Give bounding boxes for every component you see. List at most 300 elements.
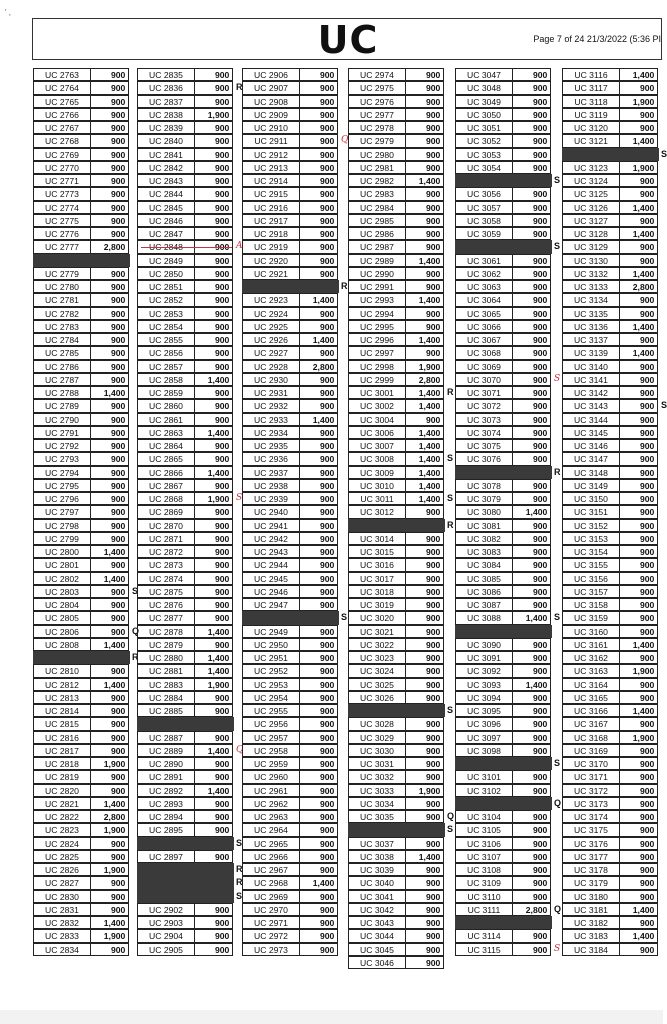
amount-cell: 900 [512,837,551,850]
uc-code-cell: UC 3076 [455,452,513,465]
uc-code-cell: UC 3053 [455,148,513,161]
status-flag: R [236,82,243,93]
uc-code-cell: UC 2918 [242,227,300,240]
amount-cell: 900 [194,545,233,558]
uc-code-cell: UC 2773 [33,187,91,200]
amount-cell: 900 [512,452,551,465]
uc-code-cell: UC 2838 [137,108,195,121]
uc-code-cell: UC 3037 [348,837,406,850]
uc-code-cell: UC 2933 [242,413,300,426]
amount-cell: 1,400 [512,678,551,691]
uc-code-cell: UC 2779 [33,267,91,280]
amount-cell: 900 [90,108,129,121]
amount-cell: 900 [512,929,551,942]
redacted-row [242,611,339,624]
uc-code-cell: UC 3107 [455,850,513,863]
uc-code-cell: UC 3170 [562,757,620,770]
redacted-row [137,890,234,903]
amount-cell: 900 [405,240,444,253]
amount-cell: 900 [405,956,444,969]
uc-code-cell: UC 2912 [242,148,300,161]
amount-cell: 900 [299,823,338,836]
uc-code-cell: UC 2853 [137,307,195,320]
amount-cell: 900 [299,837,338,850]
uc-code-cell: UC 3093 [455,678,513,691]
amount-cell: 900 [405,346,444,359]
amount-cell: 900 [90,850,129,863]
uc-code-cell: UC 2852 [137,293,195,306]
amount-cell: 1,400 [194,373,233,386]
amount-cell: 900 [299,479,338,492]
redacted-row [455,916,552,929]
redacted-row [562,148,659,161]
uc-code-cell: UC 3139 [562,346,620,359]
uc-code-cell: UC 2844 [137,187,195,200]
amount-cell: 1,400 [90,916,129,929]
amount-cell: 1,900 [90,929,129,942]
amount-cell: 1,900 [619,731,658,744]
uc-code-cell: UC 2927 [242,346,300,359]
amount-cell: 900 [90,293,129,306]
amount-cell: 1,400 [405,426,444,439]
uc-code-cell: UC 2977 [348,108,406,121]
amount-cell: 900 [512,267,551,280]
uc-code-cell: UC 2936 [242,452,300,465]
amount-cell: 1,400 [619,346,658,359]
uc-code-cell: UC 3098 [455,744,513,757]
uc-code-cell: UC 2954 [242,691,300,704]
status-flag: Q [554,797,562,808]
uc-code-cell: UC 3164 [562,678,620,691]
amount-cell: 900 [512,227,551,240]
uc-code-cell: UC 2938 [242,479,300,492]
amount-cell: 900 [619,479,658,492]
amount-cell: 900 [405,413,444,426]
uc-code-cell: UC 2782 [33,307,91,320]
amount-cell: 900 [90,664,129,677]
uc-code-cell: UC 2849 [137,254,195,267]
uc-code-cell: UC 2793 [33,452,91,465]
uc-code-cell: UC 2887 [137,731,195,744]
amount-cell: 900 [90,876,129,889]
uc-code-cell: UC 3117 [562,81,620,94]
uc-code-cell: UC 2910 [242,121,300,134]
uc-code-cell: UC 3127 [562,214,620,227]
amount-cell: 900 [299,108,338,121]
uc-code-cell: UC 2921 [242,267,300,280]
redacted-row [455,466,552,479]
uc-code-cell: UC 3182 [562,916,620,929]
amount-cell: 900 [194,201,233,214]
uc-code-cell: UC 3124 [562,174,620,187]
amount-cell: 900 [619,254,658,267]
uc-code-cell: UC 2913 [242,161,300,174]
status-flag: S [554,758,561,768]
amount-cell: 1,900 [405,784,444,797]
uc-code-cell: UC 3141 [562,373,620,386]
uc-code-cell: UC 3052 [455,134,513,147]
amount-cell: 900 [299,943,338,956]
amount-cell: 1,400 [512,611,551,624]
uc-code-cell: UC 2872 [137,545,195,558]
amount-cell: 1,400 [619,227,658,240]
uc-code-cell: UC 3115 [455,943,513,956]
uc-code-cell: UC 2892 [137,784,195,797]
uc-code-cell: UC 2946 [242,585,300,598]
uc-code-cell: UC 3167 [562,717,620,730]
uc-code-cell: UC 3160 [562,625,620,638]
amount-cell: 900 [512,280,551,293]
uc-code-cell: UC 2835 [137,68,195,81]
amount-cell: 900 [194,307,233,320]
uc-code-cell: UC 3145 [562,426,620,439]
uc-code-cell: UC 3031 [348,757,406,770]
uc-code-cell: UC 2952 [242,664,300,677]
amount-cell: 900 [90,134,129,147]
amount-cell: 1,400 [405,452,444,465]
uc-code-cell: UC 2827 [33,876,91,889]
uc-code-cell: UC 3074 [455,426,513,439]
uc-code-cell: UC 2881 [137,664,195,677]
uc-code-cell: UC 3106 [455,837,513,850]
amount-cell: 900 [405,68,444,81]
amount-cell: 900 [405,757,444,770]
uc-code-cell: UC 3181 [562,903,620,916]
uc-code-cell: UC 2768 [33,134,91,147]
amount-cell: 900 [299,201,338,214]
uc-code-cell: UC 2880 [137,651,195,664]
amount-cell: 900 [90,744,129,757]
amount-cell: 900 [299,678,338,691]
amount-cell: 900 [619,625,658,638]
uc-code-cell: UC 2915 [242,187,300,200]
amount-cell: 1,400 [405,386,444,399]
uc-code-cell: UC 3071 [455,386,513,399]
amount-cell: 900 [512,717,551,730]
amount-cell: 900 [90,346,129,359]
amount-cell: 900 [512,293,551,306]
status-flag: S [236,493,243,503]
amount-cell: 900 [194,757,233,770]
uc-code-cell: UC 3030 [348,744,406,757]
amount-cell: 900 [512,532,551,545]
amount-cell: 900 [512,863,551,876]
uc-code-cell: UC 3140 [562,360,620,373]
amount-cell: 900 [619,717,658,730]
amount-cell: 900 [90,399,129,412]
uc-code-cell: UC 3143 [562,399,620,412]
amount-cell: 900 [299,863,338,876]
amount-cell: 900 [194,187,233,200]
amount-cell: 900 [619,466,658,479]
amount-cell: 900 [194,161,233,174]
amount-cell: 900 [90,413,129,426]
amount-cell: 900 [90,187,129,200]
amount-cell: 900 [90,307,129,320]
amount-cell: 900 [194,850,233,863]
amount-cell: 1,900 [194,108,233,121]
uc-code-cell: UC 2960 [242,770,300,783]
uc-code-cell: UC 2917 [242,214,300,227]
uc-code-cell: UC 3129 [562,240,620,253]
amount-cell: 900 [619,691,658,704]
amount-cell: 900 [512,770,551,783]
uc-code-cell: UC 2955 [242,704,300,717]
amount-cell: 900 [512,386,551,399]
amount-cell: 900 [90,704,129,717]
amount-cell: 900 [194,797,233,810]
amount-cell: 900 [299,492,338,505]
uc-code-cell: UC 3184 [562,943,620,956]
amount-cell: 900 [299,558,338,571]
amount-cell: 900 [619,426,658,439]
amount-cell: 900 [405,638,444,651]
uc-code-cell: UC 2804 [33,598,91,611]
amount-cell: 900 [299,916,338,929]
amount-cell: 900 [194,505,233,518]
amount-cell: 1,900 [405,360,444,373]
uc-code-cell: UC 3087 [455,598,513,611]
uc-code-cell: UC 2920 [242,254,300,267]
uc-code-cell: UC 2822 [33,810,91,823]
redacted-row [455,174,552,187]
uc-code-cell: UC 3002 [348,399,406,412]
uc-code-cell: UC 2964 [242,823,300,836]
uc-code-cell: UC 2780 [33,280,91,293]
uc-code-cell: UC 3041 [348,890,406,903]
uc-code-cell: UC 2889 [137,744,195,757]
uc-code-cell: UC 2990 [348,267,406,280]
amount-cell: 900 [90,611,129,624]
amount-cell: 900 [194,638,233,651]
status-flag: S [554,241,561,252]
uc-code-cell: UC 2963 [242,810,300,823]
status-flag: Q [132,625,140,636]
uc-code-cell: UC 2867 [137,479,195,492]
uc-code-cell: UC 3114 [455,929,513,942]
amount-cell: 900 [194,439,233,452]
uc-code-cell: UC 2787 [33,373,91,386]
amount-cell: 900 [512,121,551,134]
amount-cell: 900 [299,254,338,267]
uc-code-cell: UC 2932 [242,399,300,412]
status-flag: S [661,400,667,411]
amount-cell: 900 [405,810,444,823]
uc-code-cell: UC 3017 [348,572,406,585]
uc-code-cell: UC 2873 [137,558,195,571]
amount-cell: 1,400 [405,439,444,452]
uc-code-cell: UC 3177 [562,850,620,863]
uc-code-cell: UC 3068 [455,346,513,359]
amount-cell: 900 [619,757,658,770]
amount-cell: 900 [299,148,338,161]
amount-cell: 900 [90,280,129,293]
uc-code-cell: UC 2958 [242,744,300,757]
amount-cell: 1,400 [194,651,233,664]
amount-cell: 900 [90,81,129,94]
uc-code-cell: UC 2914 [242,174,300,187]
status-flag: R [132,652,139,662]
uc-code-cell: UC 2989 [348,254,406,267]
amount-cell: 900 [405,890,444,903]
uc-code-cell: UC 2993 [348,293,406,306]
amount-cell: 900 [90,717,129,730]
amount-cell: 900 [619,744,658,757]
uc-code-cell: UC 3064 [455,293,513,306]
amount-cell: 900 [512,333,551,346]
amount-cell: 1,900 [90,757,129,770]
uc-code-cell: UC 3118 [562,95,620,108]
amount-cell: 900 [194,81,233,94]
uc-code-cell: UC 2876 [137,598,195,611]
uc-code-cell: UC 2925 [242,320,300,333]
uc-code-cell: UC 3069 [455,360,513,373]
amount-cell: 900 [90,625,129,638]
uc-code-cell: UC 3051 [455,121,513,134]
amount-cell: 1,400 [405,479,444,492]
uc-code-cell: UC 2950 [242,638,300,651]
amount-cell: 900 [619,240,658,253]
uc-code-cell: UC 2842 [137,161,195,174]
uc-code-cell: UC 3082 [455,532,513,545]
amount-cell: 900 [90,68,129,81]
uc-code-cell: UC 3070 [455,373,513,386]
uc-code-cell: UC 2996 [348,333,406,346]
uc-code-cell: UC 3056 [455,187,513,200]
uc-code-cell: UC 2769 [33,148,91,161]
amount-cell: 900 [405,691,444,704]
uc-code-cell: UC 2797 [33,505,91,518]
uc-code-cell: UC 2949 [242,625,300,638]
uc-code-cell: UC 2987 [348,240,406,253]
amount-cell: 900 [405,161,444,174]
status-flag: S [236,890,243,901]
uc-code-cell: UC 2874 [137,572,195,585]
uc-code-cell: UC 2810 [33,664,91,677]
uc-code-cell: UC 3057 [455,201,513,214]
uc-code-cell: UC 2883 [137,678,195,691]
uc-code-cell: UC 3045 [348,943,406,956]
uc-code-cell: UC 3132 [562,267,620,280]
uc-code-cell: UC 3046 [348,956,406,969]
uc-code-cell: UC 2974 [348,68,406,81]
amount-cell: 1,900 [619,664,658,677]
amount-cell: 900 [405,731,444,744]
uc-code-cell: UC 2847 [137,227,195,240]
uc-code-cell: UC 2961 [242,784,300,797]
uc-code-cell: UC 2864 [137,439,195,452]
uc-code-cell: UC 2831 [33,903,91,916]
status-flag: Q [236,744,244,755]
amount-cell: 900 [512,439,551,452]
uc-code-cell: UC 3110 [455,890,513,903]
status-flag: Q [554,903,562,914]
amount-cell: 900 [405,532,444,545]
amount-cell: 1,900 [90,863,129,876]
amount-cell: 900 [299,850,338,863]
uc-code-cell: UC 3169 [562,744,620,757]
amount-cell: 900 [512,134,551,147]
amount-cell: 900 [299,386,338,399]
uc-code-cell: UC 3174 [562,810,620,823]
amount-cell: 900 [299,267,338,280]
uc-code-cell: UC 2859 [137,386,195,399]
redacted-row [242,280,339,293]
uc-code-cell: UC 2775 [33,214,91,227]
uc-code-cell: UC 2935 [242,439,300,452]
uc-code-cell: UC 3109 [455,876,513,889]
uc-code-cell: UC 2903 [137,916,195,929]
amount-cell: 900 [194,929,233,942]
amount-cell: 900 [405,651,444,664]
amount-cell: 900 [299,757,338,770]
uc-code-cell: UC 2865 [137,452,195,465]
uc-code-cell: UC 3066 [455,320,513,333]
uc-code-cell: UC 2975 [348,81,406,94]
amount-cell: 1,900 [619,95,658,108]
amount-cell: 900 [90,201,129,214]
uc-code-cell: UC 3136 [562,320,620,333]
uc-code-cell: UC 2884 [137,691,195,704]
amount-cell: 900 [512,214,551,227]
uc-code-cell: UC 2767 [33,121,91,134]
status-flag: R [447,387,454,397]
uc-code-cell: UC 2930 [242,373,300,386]
amount-cell: 900 [405,797,444,810]
uc-code-cell: UC 2784 [33,333,91,346]
amount-cell: 900 [512,426,551,439]
uc-code-cell: UC 2902 [137,903,195,916]
uc-code-cell: UC 2944 [242,558,300,571]
uc-code-cell: UC 2833 [33,929,91,942]
amount-cell: 900 [299,784,338,797]
uc-code-cell: UC 2792 [33,439,91,452]
amount-cell: 900 [90,439,129,452]
uc-code-cell: UC 3133 [562,280,620,293]
uc-code-cell: UC 3130 [562,254,620,267]
amount-cell: 900 [405,770,444,783]
amount-cell: 900 [299,890,338,903]
uc-code-cell: UC 2774 [33,201,91,214]
amount-cell: 1,900 [194,492,233,505]
uc-code-cell: UC 2966 [242,850,300,863]
uc-code-cell: UC 3175 [562,823,620,836]
amount-cell: 900 [299,691,338,704]
uc-code-cell: UC 3176 [562,837,620,850]
status-flag: R [341,281,348,291]
uc-code-cell: UC 2802 [33,572,91,585]
uc-code-cell: UC 3150 [562,492,620,505]
uc-code-cell: UC 3054 [455,161,513,174]
amount-cell: 900 [194,214,233,227]
amount-cell: 900 [299,572,338,585]
amount-cell: 900 [299,929,338,942]
amount-cell: 1,400 [194,625,233,638]
amount-cell: 900 [194,572,233,585]
amount-cell: 900 [299,68,338,81]
amount-cell: 900 [194,399,233,412]
uc-code-cell: UC 3010 [348,479,406,492]
uc-code-cell: UC 3034 [348,797,406,810]
status-flag: S [447,705,454,715]
amount-cell: 900 [299,704,338,717]
uc-code-cell: UC 3059 [455,227,513,240]
uc-code-cell: UC 2931 [242,386,300,399]
amount-cell: 900 [619,611,658,624]
amount-cell: 900 [299,161,338,174]
amount-cell: 1,400 [194,426,233,439]
amount-cell: 900 [90,598,129,611]
